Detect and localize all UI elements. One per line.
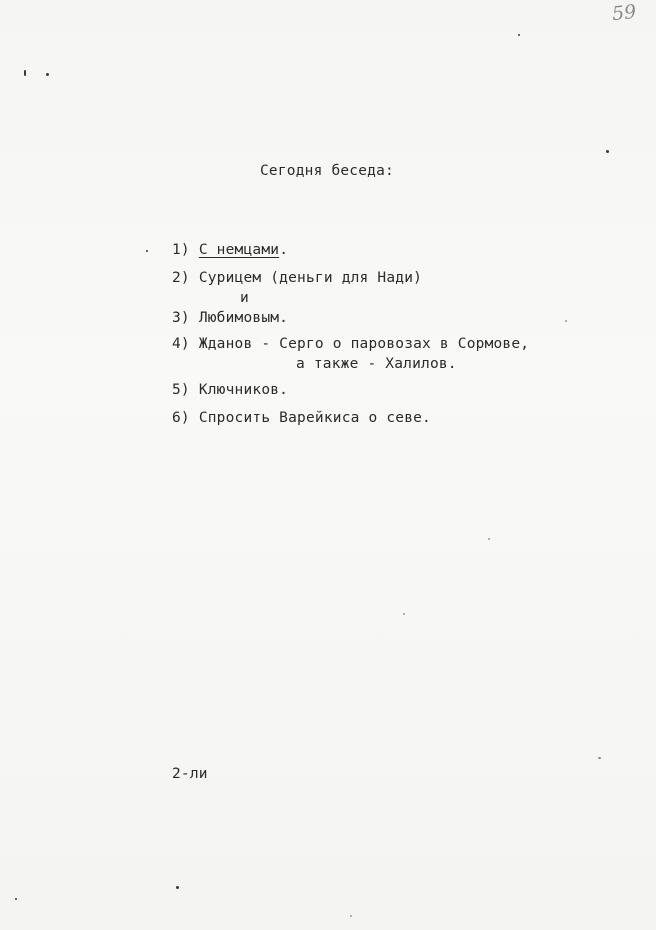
- item-text: Спросить Варейкиса о севе.: [198, 410, 431, 426]
- connector-word: и: [240, 290, 249, 306]
- list-item-3: [172, 310, 288, 326]
- heading: Сегодня беседа:: [260, 163, 394, 179]
- paper-speck: [518, 34, 520, 36]
- page-number: 59: [610, 0, 638, 26]
- list-item-1: [172, 242, 288, 258]
- item-number: 1): [172, 242, 190, 258]
- item-number: 6): [172, 410, 190, 426]
- item-number: 2): [172, 270, 190, 286]
- list-item-5: [172, 382, 288, 398]
- paper-speck: [15, 898, 17, 900]
- paper-speck: [403, 613, 405, 615]
- paper-speck: [598, 757, 601, 759]
- paper-speck: [46, 73, 49, 76]
- paper-speck: [606, 150, 609, 153]
- item-number: 4): [172, 336, 190, 352]
- list-item-2: [172, 270, 422, 286]
- list-item-4-continuation: а также - Халилов.: [296, 356, 457, 372]
- item-text: Сурицем (деньги для Нади): [198, 270, 423, 286]
- list-item-4: [172, 336, 529, 352]
- item-tail: .: [279, 242, 289, 258]
- paper-speck: [146, 250, 148, 252]
- item-number: 5): [172, 382, 190, 398]
- item-text-underlined: С немцами: [198, 242, 280, 258]
- item-number: 3): [172, 310, 190, 326]
- item-text: Жданов - Серго о паровозах в Сормове,: [198, 336, 530, 352]
- paper-speck: [488, 538, 490, 540]
- list-item-6: [172, 410, 431, 426]
- paper-speck: [176, 886, 179, 889]
- paper-speck: [24, 70, 26, 76]
- item-text: Ключников.: [198, 382, 289, 398]
- paper-speck: [350, 915, 352, 917]
- footer-note: 2-ли: [172, 766, 208, 782]
- item-text: Любимовым.: [198, 310, 289, 326]
- paper-speck: [565, 320, 567, 322]
